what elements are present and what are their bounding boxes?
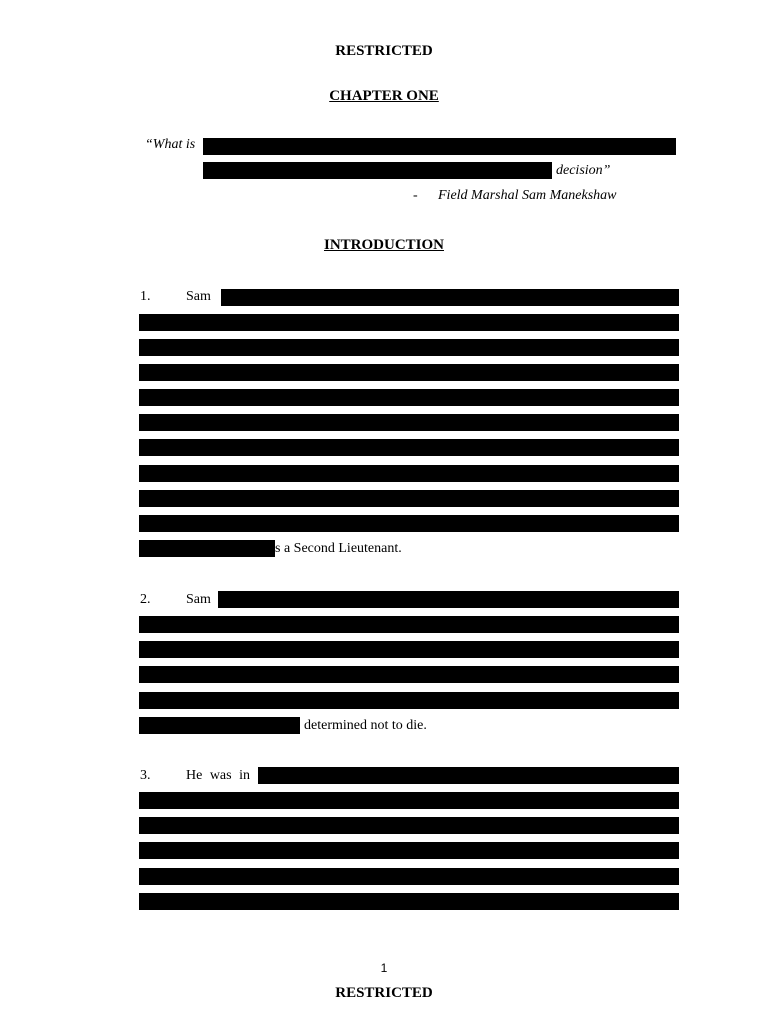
page-number: 1 (380, 961, 388, 975)
paragraph-lead: Sam (186, 592, 211, 607)
redaction-bar (139, 817, 679, 834)
paragraph-number: 3. (140, 768, 151, 783)
attribution-dash: - (413, 188, 418, 203)
redaction-bar (139, 868, 679, 885)
epigraph-closing: decision” (556, 163, 611, 178)
redaction-bar (139, 389, 679, 406)
section-title: INTRODUCTION (323, 237, 444, 253)
paragraph-number: 2. (140, 592, 151, 607)
redaction-bar (221, 289, 679, 306)
redaction-bar (139, 641, 679, 658)
redaction-bar (139, 792, 679, 809)
paragraph-lead: He was in (186, 768, 250, 783)
footer-classification: RESTRICTED (335, 985, 433, 1001)
redaction-bar (139, 465, 679, 482)
paragraph-tail: determined not to die. (304, 718, 427, 733)
redaction-bar (139, 540, 275, 557)
header-classification: RESTRICTED (335, 43, 433, 59)
redaction-bar (218, 591, 679, 608)
chapter-title: CHAPTER ONE (329, 88, 439, 104)
redaction-bar (139, 692, 679, 709)
epigraph-attribution: Field Marshal Sam Manekshaw (438, 188, 617, 203)
redaction-bar (139, 439, 679, 456)
paragraph-number: 1. (140, 289, 151, 304)
paragraph-lead: Sam (186, 289, 211, 304)
redaction-bar (139, 414, 679, 431)
redaction-bar (139, 339, 679, 356)
redaction-bar (139, 717, 300, 734)
redaction-bar (139, 364, 679, 381)
redaction-bar (139, 314, 679, 331)
redaction-bar (139, 842, 679, 859)
redaction-bar (139, 666, 679, 683)
redaction-bar (139, 515, 679, 532)
redaction-bar (139, 490, 679, 507)
redaction-bar (139, 893, 679, 910)
redaction-bar (203, 138, 676, 155)
redaction-bar (139, 616, 679, 633)
epigraph-opening: “What is (145, 137, 196, 152)
paragraph-tail: s a Second Lieutenant. (275, 541, 402, 556)
redaction-bar (258, 767, 679, 784)
redaction-bar (203, 162, 552, 179)
